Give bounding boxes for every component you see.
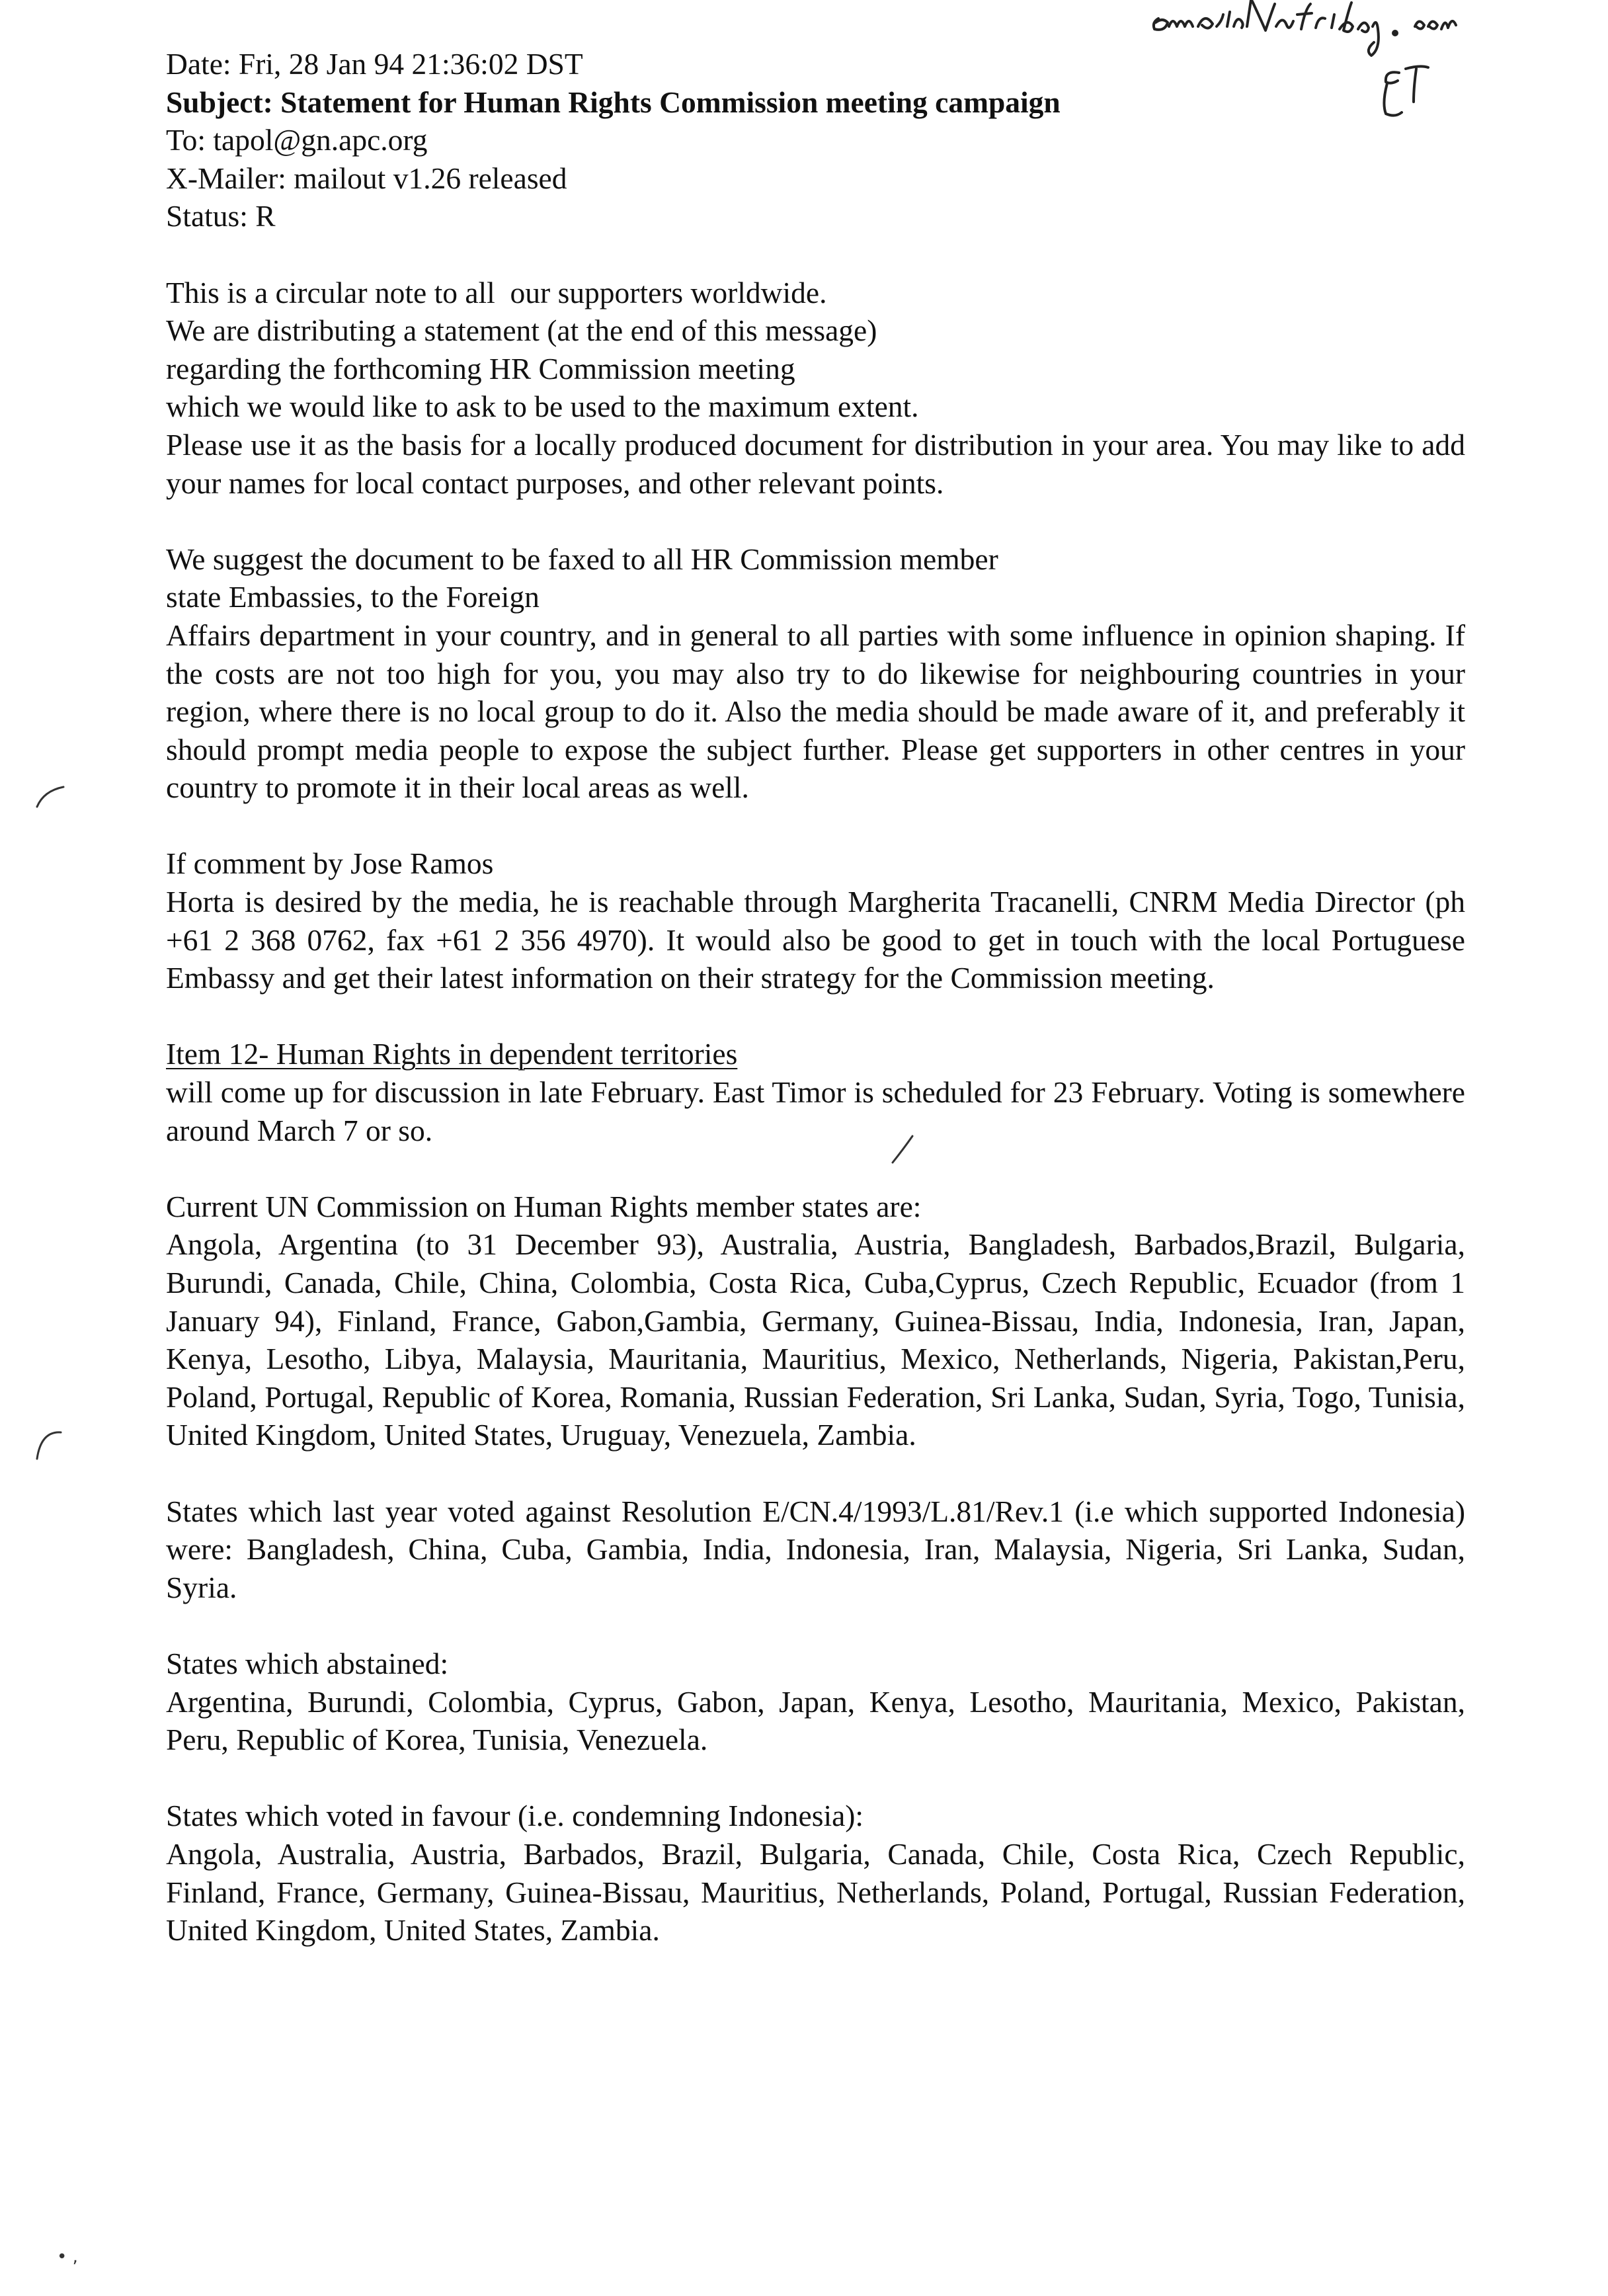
intro-paragraph: Please use it as the basis for a locally produced document for distribution in your area. You may like to add your names for local contact purposes, and other relevant points. — [166, 427, 1465, 500]
spacer — [166, 997, 1465, 1036]
header-mailer: X-Mailer: mailout v1.26 released — [166, 161, 567, 195]
intro-line-3: regarding the forthcoming HR Commission meeting — [166, 351, 795, 386]
header-to: To: tapol@gn.apc.org — [166, 123, 428, 157]
faxing-paragraph: Affairs department in your country, and in general to all parties with some influence in opinion shaping. If the costs are not too high for you, you may also try to do likewise for neighbouring countries in your region, where there is no local group to do it. Also the media should be made aware of it, and preferably it should prompt media people to expose the subject further. Please get supporters in other centres in your country to promote it in their local areas as well. — [166, 618, 1465, 805]
header-status: Status: R — [166, 199, 276, 233]
intro-line-1: This is a circular note to all our supporters worldwide. — [166, 275, 827, 309]
against-paragraph: States which last year voted against Resolution E/CN.4/1993/L.81/Rev.1 (i.e which supported Indonesia) were: Bangladesh, China, Cuba, Gambia, India, Indonesia, Iran, Malaysia, Nigeria, Sri Lanka, Sudan, Syria. — [166, 1494, 1465, 1604]
intro-line-2: We are distributing a statement (at the end of this message) — [166, 313, 877, 348]
header-date: Date: Fri, 28 Jan 94 21:36:02 DST — [166, 47, 583, 81]
intro-line-4: which we would like to ask to be used to the maximum extent. — [166, 390, 919, 424]
comment-line: If comment by Jose Ramos — [166, 846, 494, 881]
spacer — [166, 502, 1465, 540]
spacer — [166, 1759, 1465, 1797]
item12-heading: Item 12- Human Rights in dependent territories — [166, 1037, 738, 1071]
favour-heading: States which voted in favour (i.e. condemning Indonesia): — [166, 1799, 864, 1833]
members-heading: Current UN Commission on Human Rights member states are: — [166, 1189, 922, 1223]
spacer — [166, 235, 1465, 274]
abstained-heading: States which abstained: — [166, 1646, 449, 1680]
members-list: Angola, Argentina (to 31 December 93), Australia, Austria, Bangladesh, Barbados,Brazil, Bulgaria, Burundi, Canada, Chile, China, Colombia, Costa Rica, Cuba,Cyprus, Czech Republic, Ecuador (from 1 January 94), Finland, France, Gabon,Gambia, Germany, Guinea-Bissau, India, Indonesia, Iran, Japan, Kenya, Lesotho, Libya, Malaysia, Mauritania, Mauritius, Mexico, Netherlands, Nigeria, Pakistan,Peru, Poland, Portugal, Republic of Korea, Romania, Russian Federation, Sri Lanka, Sudan, Syria, Togo, Tunisia, United Kingdom, United States, Uruguay, Venezuela, Zambia. — [166, 1227, 1465, 1452]
scan-artifact: • , — [57, 2247, 78, 2267]
spacer — [166, 1149, 1465, 1188]
spacer — [166, 807, 1465, 845]
abstained-list: Argentina, Burundi, Colombia, Cyprus, Gabon, Japan, Kenya, Lesotho, Mauritania, Mexico, Pakistan, Peru, Republic of Korea, Tunisia, Venezuela. — [166, 1684, 1465, 1757]
spacer — [166, 1606, 1465, 1645]
comment-paragraph: Horta is desired by the media, he is reachable through Margherita Tracanelli, CNRM Media Director (ph +61 2 368 0762, fax +61 2 356 4970). It would also be good to get in touch with the local Portuguese Embassy and get their latest information on their strategy for the Commission meeting. — [166, 885, 1465, 995]
spacer — [166, 1454, 1465, 1493]
faxing-line-2: state Embassies, to the Foreign — [166, 580, 540, 614]
header-subject: Subject: Statement for Human Rights Commission meeting campaign — [166, 85, 1061, 119]
favour-list: Angola, Australia, Austria, Barbados, Brazil, Bulgaria, Canada, Chile, Costa Rica, Czech Republic, Finland, France, Germany, Guinea-Bissau, Mauritius, Netherlands, Poland, Portugal, Russian Federation, United Kingdom, United States, Zambia. — [166, 1836, 1465, 1948]
item12-paragraph: will come up for discussion in late February. East Timor is scheduled for 23 February. Voting is somewhere around March 7 or so. — [166, 1075, 1465, 1147]
faxing-line-1: We suggest the document to be faxed to all HR Commission member — [166, 542, 998, 576]
email-body — [166, 45, 1465, 1949]
